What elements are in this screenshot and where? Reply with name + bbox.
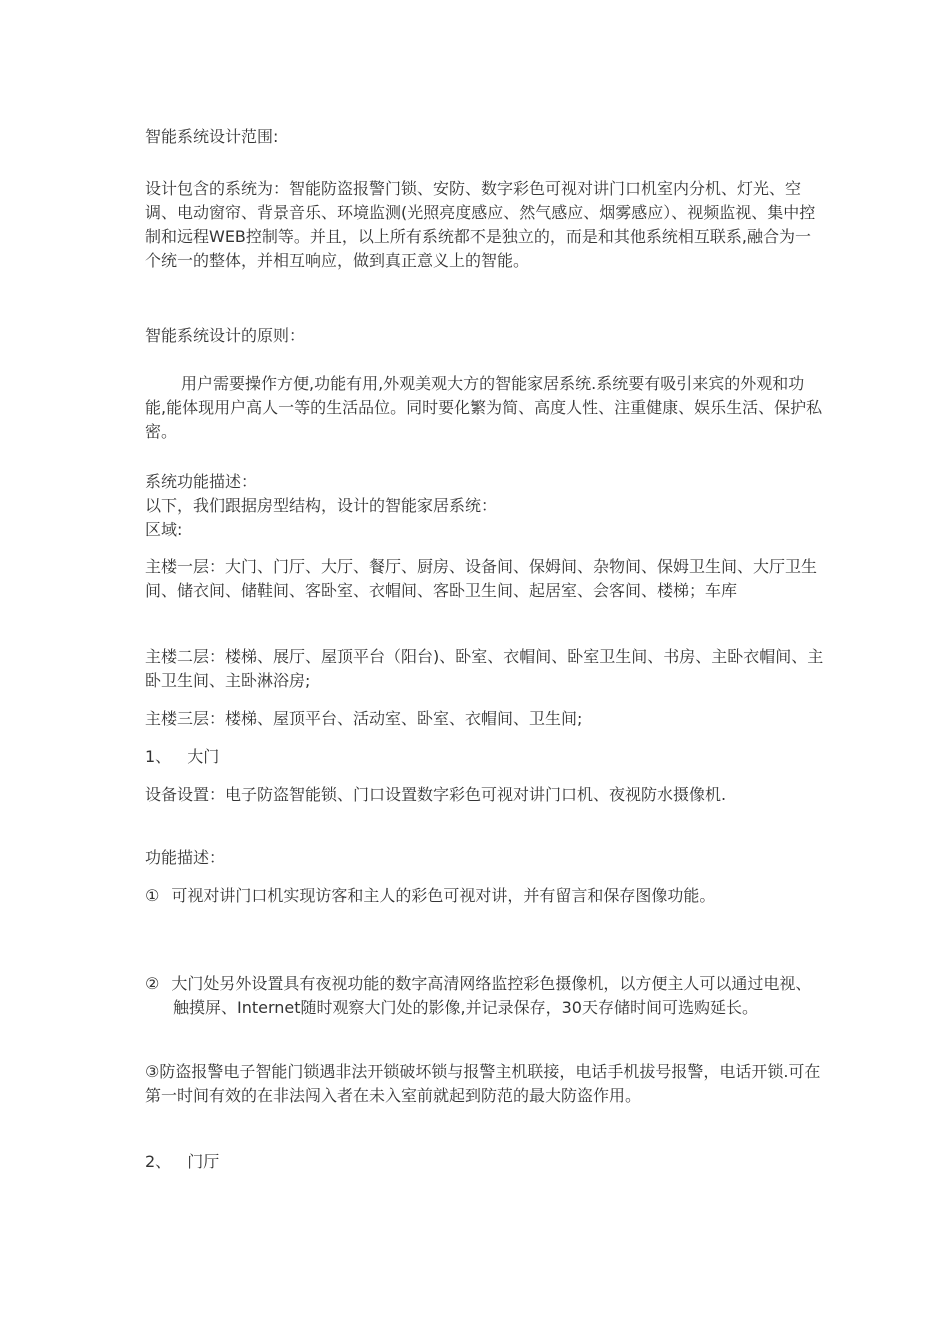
- heading-functions: 系统功能描述：: [145, 472, 258, 491]
- area-label: 区域:: [145, 520, 183, 539]
- floor1-rooms: 主楼一层：大门、门厅、大厅、餐厅、厨房、设备间、保姆间、杂物间、保姆卫生间、大厅卫生间、储衣间、储鞋间、客卧室、衣帽间、客卧卫生间、起居室、会客间、楼梯；车库: [145, 557, 818, 600]
- section2-number: 2、: [145, 1152, 172, 1171]
- item3-text: 防盗报警电子智能门锁遇非法开锁破坏锁与报警主机联接，电话手机拔号报警，电话开锁.可在第一时间有效的在非法闯入者在未入室前就起到防范的最大防盗作用。: [145, 1062, 821, 1105]
- section1-equipment: 设备设置：电子防盗智能锁、门口设置数字彩色可视对讲门口机、夜视防水摄像机.: [145, 785, 727, 804]
- item1-marker: ①: [145, 886, 160, 905]
- item3-marker: ③: [145, 1062, 160, 1081]
- principles-paragraph: 用户需要操作方便,功能有用,外观美观大方的智能家居系统.系统要有吸引来宾的外观和功能,能体现用户高人一等的生活品位。同时要化繁为简、高度人性、注重健康、娱乐生活、保护私密。: [145, 374, 823, 441]
- item1-text: 可视对讲门口机实现访客和主人的彩色可视对讲，并有留言和保存图像功能。: [171, 886, 716, 905]
- function-item-3: [145, 1060, 825, 1108]
- section1-title: 大门: [187, 747, 220, 766]
- floor2-rooms: 主楼二层：楼梯、展厅、屋顶平台（阳台)、卧室、衣帽间、卧室卫生间、书房、主卧衣帽间、主卧卫生间、主卧淋浴房;: [145, 647, 824, 690]
- function-item-1: [145, 884, 830, 908]
- scope-paragraph: 设计包含的系统为：智能防盗报警门锁、安防、数字彩色可视对讲门口机室内分机、灯光、空调、电动窗帘、背景音乐、环境监测(光照亮度感应、然气感应、烟雾感应）、视频监视、集中控制和远程WEB控制等。并且，以上所有系统都不是独立的，而是和其他系统相互联系,融合为一个统一的整体，并相互响应，做到真正意义上的智能。: [145, 179, 816, 270]
- section2-title: 门厅: [187, 1152, 220, 1171]
- heading-principles: 智能系统设计的原则：: [145, 326, 306, 345]
- item2-marker: ②: [145, 974, 160, 993]
- floor3-rooms: 主楼三层：楼梯、屋顶平台、活动室、卧室、衣帽间、卫生间;: [145, 709, 583, 728]
- section1-function-label: 功能描述：: [145, 848, 226, 867]
- section2-heading: [145, 1150, 825, 1174]
- item2-text: 大门处另外设置具有夜视功能的数字高清网络监控彩色摄像机，以方便主人可以通过电视、触摸屏、Internet随时观察大门处的影像,并记录保存，30天存储时间可选购延长。: [171, 974, 812, 1017]
- function-item-2: [145, 972, 825, 1020]
- heading-scope: 智能系统设计范围:: [145, 127, 279, 146]
- intro-line: 以下，我们跟据房型结构，设计的智能家居系统：: [145, 496, 498, 515]
- section1-heading: [145, 745, 825, 769]
- section1-number: 1、: [145, 747, 172, 766]
